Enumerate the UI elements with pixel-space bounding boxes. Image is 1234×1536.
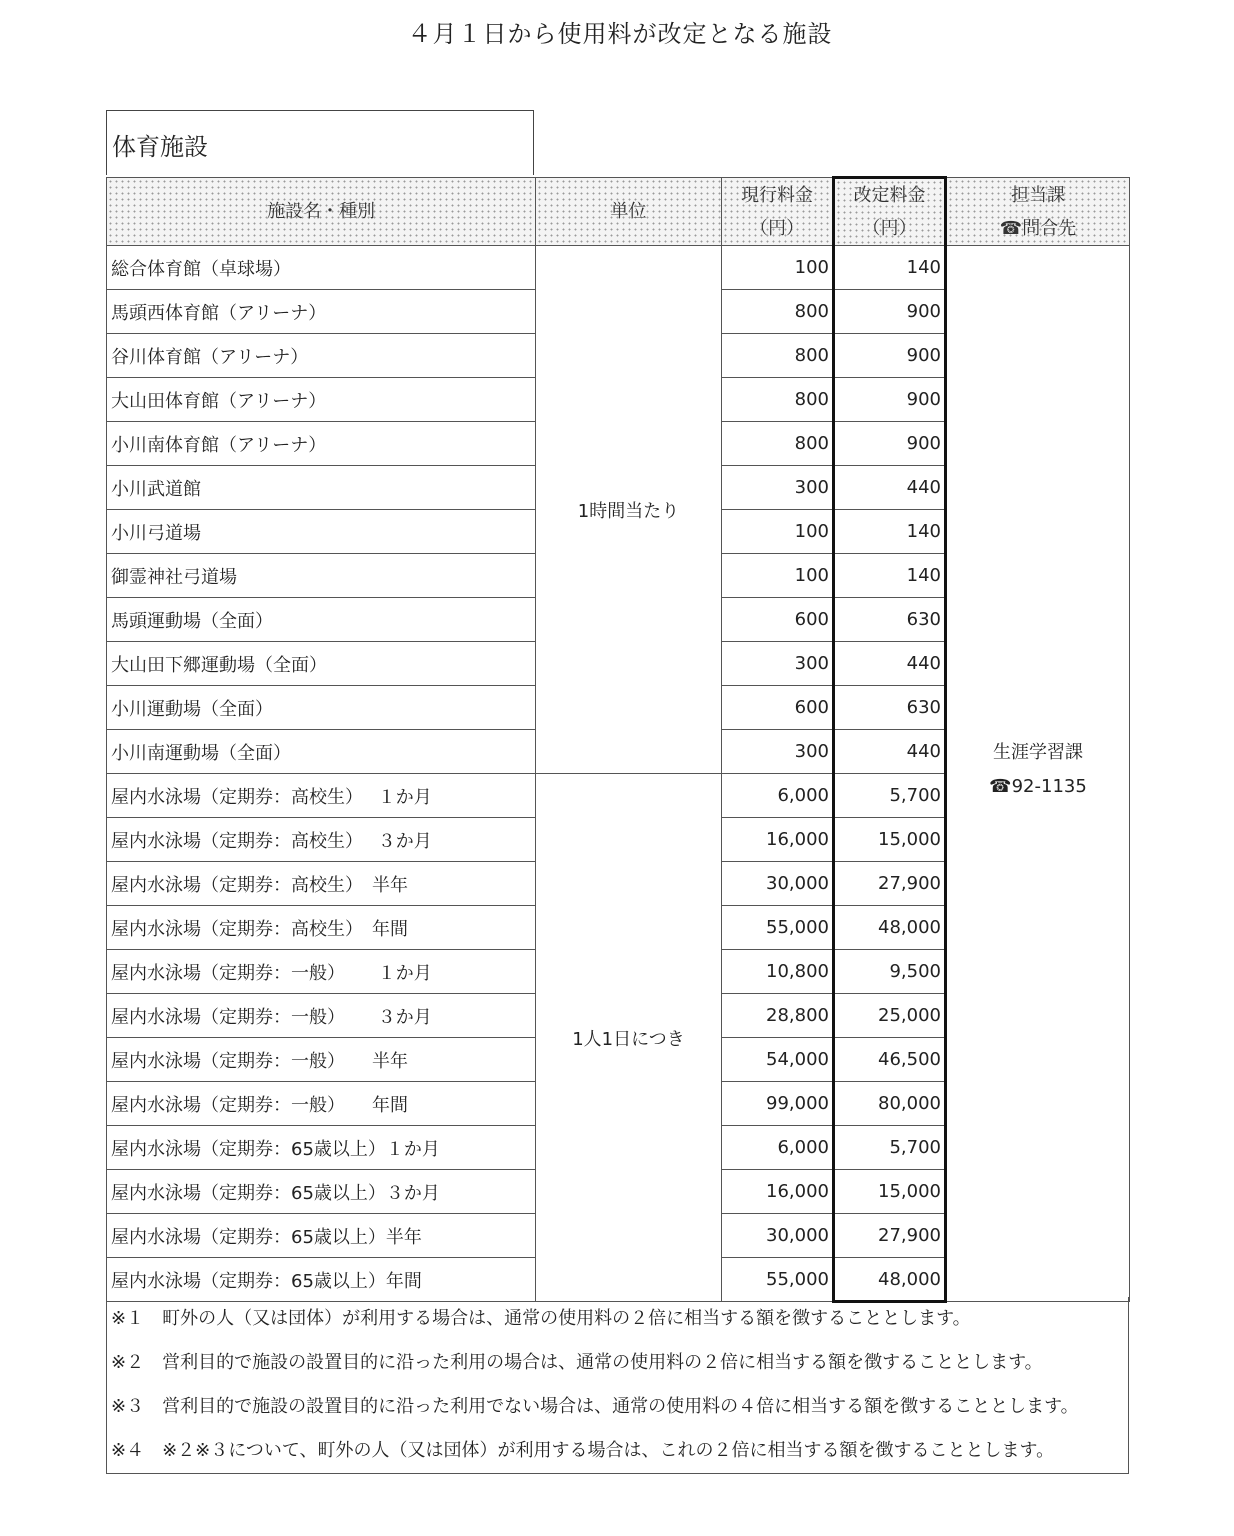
section-title: 体育施設 bbox=[112, 133, 208, 161]
header-revised-fee-currency: （円） bbox=[862, 218, 917, 239]
facility-name: 大山田体育館（アリーナ） bbox=[107, 378, 536, 422]
header-contact-department: 担当課 bbox=[1011, 184, 1065, 206]
current-fee: 99,000 bbox=[722, 1082, 834, 1126]
current-fee: 800 bbox=[722, 334, 834, 378]
facility-name: 屋内水泳場（定期券：一般） ３か月 bbox=[107, 994, 536, 1038]
facility-name: 小川武道館 bbox=[107, 466, 536, 510]
current-fee: 30,000 bbox=[722, 862, 834, 906]
revised-fee: 27,900 bbox=[834, 1214, 946, 1258]
facility-name: 小川南運動場（全面） bbox=[107, 730, 536, 774]
contact-cell bbox=[946, 246, 1130, 1302]
facility-name: 小川南体育館（アリーナ） bbox=[107, 422, 536, 466]
current-fee: 16,000 bbox=[722, 1170, 834, 1214]
note-2: ※２ 営利目的で施設の設置目的に沿った利用の場合は、通常の使用料の２倍に相当する額を徴することとします。 bbox=[111, 1352, 1043, 1373]
current-fee: 100 bbox=[722, 246, 834, 290]
current-fee: 800 bbox=[722, 422, 834, 466]
header-current-fee bbox=[722, 178, 834, 246]
header-contact bbox=[946, 178, 1130, 246]
revised-fee: 440 bbox=[834, 642, 946, 686]
table-row bbox=[107, 246, 1130, 290]
header-unit: 単位 bbox=[536, 178, 722, 246]
page-title: ４月１日から使用料が改定となる施設 bbox=[407, 20, 833, 48]
current-fee: 10,800 bbox=[722, 950, 834, 994]
header-contact-phone: ☎問合先 bbox=[999, 217, 1077, 239]
revised-fee: 25,000 bbox=[834, 994, 946, 1038]
contact-phone: ☎92-1135 bbox=[989, 776, 1087, 797]
current-fee: 100 bbox=[722, 510, 834, 554]
revised-fee: 900 bbox=[834, 378, 946, 422]
facility-name: 屋内水泳場（定期券：高校生） 年間 bbox=[107, 906, 536, 950]
current-fee: 300 bbox=[722, 642, 834, 686]
unit-cell: 1時間当たり bbox=[536, 246, 722, 774]
revised-fee: 48,000 bbox=[834, 906, 946, 950]
revised-fee: 900 bbox=[834, 422, 946, 466]
header-current-fee-currency: （円） bbox=[750, 217, 804, 239]
revised-fee: 140 bbox=[834, 554, 946, 598]
note-4: ※４ ※２※３について、町外の人（又は団体）が利用する場合は、これの２倍に相当する額を徴することとします。 bbox=[111, 1440, 1055, 1461]
note-1: ※１ 町外の人（又は団体）が利用する場合は、通常の使用料の２倍に相当する額を徴することとします。 bbox=[111, 1308, 971, 1329]
revised-fee: 630 bbox=[834, 686, 946, 730]
facility-name: 馬頭西体育館（アリーナ） bbox=[107, 290, 536, 334]
facility-name: 小川弓道場 bbox=[107, 510, 536, 554]
facility-name: 屋内水泳場（定期券：65歳以上）１か月 bbox=[107, 1126, 536, 1170]
revised-fee: 15,000 bbox=[834, 1170, 946, 1214]
current-fee: 600 bbox=[722, 686, 834, 730]
facility-name: 屋内水泳場（定期券：高校生） １か月 bbox=[107, 774, 536, 818]
section-title-box bbox=[106, 110, 534, 175]
current-fee: 55,000 bbox=[722, 1258, 834, 1302]
revised-fee: 140 bbox=[834, 510, 946, 554]
current-fee: 300 bbox=[722, 466, 834, 510]
current-fee: 30,000 bbox=[722, 1214, 834, 1258]
current-fee: 300 bbox=[722, 730, 834, 774]
revised-fee: 5,700 bbox=[834, 774, 946, 818]
header-facility-name: 施設名・種別 bbox=[107, 178, 536, 246]
current-fee: 6,000 bbox=[722, 1126, 834, 1170]
contact-department: 生涯学習課 bbox=[993, 742, 1083, 763]
facility-name: 谷川体育館（アリーナ） bbox=[107, 334, 536, 378]
contact-info bbox=[947, 246, 1129, 804]
notes-box bbox=[106, 1297, 1129, 1474]
current-fee: 16,000 bbox=[722, 818, 834, 862]
facility-name: 大山田下郷運動場（全面） bbox=[107, 642, 536, 686]
note-3: ※３ 営利目的で施設の設置目的に沿った利用でない場合は、通常の使用料の４倍に相当する額を徴することとします。 bbox=[111, 1396, 1079, 1417]
current-fee: 6,000 bbox=[722, 774, 834, 818]
revised-fee: 48,000 bbox=[834, 1258, 946, 1302]
header-revised-fee bbox=[834, 178, 946, 246]
revised-fee: 5,700 bbox=[834, 1126, 946, 1170]
revised-fee: 9,500 bbox=[834, 950, 946, 994]
current-fee: 28,800 bbox=[722, 994, 834, 1038]
fee-table-body bbox=[107, 246, 1130, 1302]
revised-fee: 630 bbox=[834, 598, 946, 642]
facility-name: 屋内水泳場（定期券：65歳以上）半年 bbox=[107, 1214, 536, 1258]
revised-fee: 27,900 bbox=[834, 862, 946, 906]
header-row bbox=[107, 178, 1130, 246]
facility-name: 小川運動場（全面） bbox=[107, 686, 536, 730]
revised-fee: 46,500 bbox=[834, 1038, 946, 1082]
current-fee: 600 bbox=[722, 598, 834, 642]
facility-name: 屋内水泳場（定期券：高校生） ３か月 bbox=[107, 818, 536, 862]
fee-table bbox=[106, 176, 1130, 1303]
current-fee: 55,000 bbox=[722, 906, 834, 950]
header-revised-fee-label: 改定料金 bbox=[853, 185, 926, 206]
revised-fee: 900 bbox=[834, 290, 946, 334]
facility-name: 屋内水泳場（定期券：一般） 半年 bbox=[107, 1038, 536, 1082]
revised-fee: 440 bbox=[834, 466, 946, 510]
facility-name: 馬頭運動場（全面） bbox=[107, 598, 536, 642]
revised-fee: 15,000 bbox=[834, 818, 946, 862]
revised-fee: 440 bbox=[834, 730, 946, 774]
facility-name: 屋内水泳場（定期券：高校生） 半年 bbox=[107, 862, 536, 906]
revised-fee: 140 bbox=[834, 246, 946, 290]
revised-fee: 900 bbox=[834, 334, 946, 378]
header-current-fee-label: 現行料金 bbox=[741, 184, 813, 206]
facility-name: 屋内水泳場（定期券：一般） 年間 bbox=[107, 1082, 536, 1126]
facility-name: 屋内水泳場（定期券：65歳以上）年間 bbox=[107, 1258, 536, 1302]
current-fee: 54,000 bbox=[722, 1038, 834, 1082]
current-fee: 800 bbox=[722, 290, 834, 334]
facility-name: 屋内水泳場（定期券：一般） １か月 bbox=[107, 950, 536, 994]
facility-name: 屋内水泳場（定期券：65歳以上）３か月 bbox=[107, 1170, 536, 1214]
facility-name: 総合体育館（卓球場） bbox=[107, 246, 536, 290]
revised-fee: 80,000 bbox=[834, 1082, 946, 1126]
current-fee: 800 bbox=[722, 378, 834, 422]
facility-name: 御霊神社弓道場 bbox=[107, 554, 536, 598]
current-fee: 100 bbox=[722, 554, 834, 598]
unit-cell: 1人1日につき bbox=[536, 774, 722, 1302]
